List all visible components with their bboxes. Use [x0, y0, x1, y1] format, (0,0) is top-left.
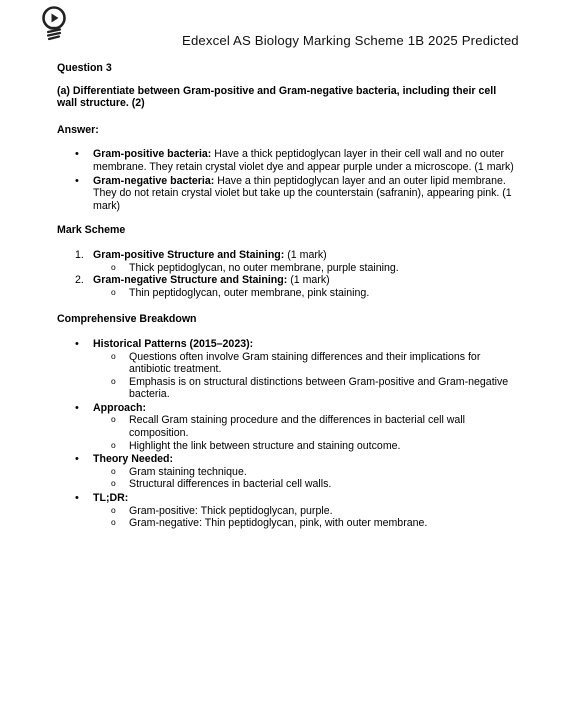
document-body — [57, 62, 517, 542]
question-title: Question 3 — [57, 62, 112, 74]
sub-list-item: o Highlight the link between structure and staining outcome. — [93, 440, 517, 453]
list-item: • TL;DR: o Gram-positive: Thick peptidoglycan, purple. o Gram-negative: Thin peptidoglycan, pink, with outer membrane. — [57, 492, 517, 530]
lightbulb-play-icon — [40, 4, 70, 44]
sub-list-item: o Thin peptidoglycan, outer membrane, pink staining. — [93, 287, 517, 300]
list-item: • Approach: o Recall Gram staining procedure and the differences in bacterial cell wall composition. o Highlight the link between structure and staining outcome. — [57, 402, 517, 452]
list-item: • Historical Patterns (2015–2023): o Questions often involve Gram staining differences and their implications for antibiotic treatment. o Emphasis is on structural distinctions between Gram-positive and Gram-negative bacteria. — [57, 338, 517, 401]
list-item: • Gram-positive bacteria: Have a thick peptidoglycan layer in their cell wall and no outer membrane. They retain crystal violet dye and appear purple under a microscope. (1 mark) — [57, 148, 517, 173]
breakdown-list — [57, 338, 517, 530]
list-item: • Gram-negative bacteria: Have a thin peptidoglycan layer and an outer lipid membrane. They do not retain crystal violet but take up the counterstain (safranin), appearing pink. (1 mark) — [57, 175, 517, 213]
sub-list-item: o Questions often involve Gram staining differences and their implications for antibiotic treatment. — [93, 351, 517, 376]
list-item: • Theory Needed: o Gram staining technique. o Structural differences in bacterial cell walls. — [57, 453, 517, 491]
sub-list-item: o Structural differences in bacterial cell walls. — [93, 478, 517, 491]
mark-scheme-heading: Mark Scheme — [57, 224, 126, 237]
answer-list — [57, 148, 517, 212]
answer-heading: Answer: — [57, 123, 99, 136]
breakdown-heading: Comprehensive Breakdown — [57, 313, 197, 326]
sub-list-item: o Gram-negative: Thin peptidoglycan, pink, with outer membrane. — [93, 517, 517, 530]
sub-list-item: o Recall Gram staining procedure and the differences in bacterial cell wall composition. — [93, 414, 517, 439]
sub-list-item: o Emphasis is on structural distinctions between Gram-positive and Gram-negative bacteria. — [93, 376, 517, 401]
page-header-title: Edexcel AS Biology Marking Scheme 1B 2025 Predicted — [182, 33, 519, 48]
question-part-a: (a) Differentiate between Gram-positive and Gram-negative bacteria, including their cell wall structure. (2) — [57, 84, 497, 110]
mark-scheme-list — [57, 249, 517, 299]
sub-list-item: o Gram staining technique. — [93, 466, 517, 479]
list-item: 1. Gram-positive Structure and Staining: (1 mark) o Thick peptidoglycan, no outer membrane, purple staining. — [57, 249, 517, 274]
sub-list-item: o Gram-positive: Thick peptidoglycan, purple. — [93, 505, 517, 518]
list-item: 2. Gram-negative Structure and Staining: (1 mark) o Thin peptidoglycan, outer membrane, pink staining. — [57, 274, 517, 299]
sub-list-item: o Thick peptidoglycan, no outer membrane, purple staining. — [93, 262, 517, 275]
